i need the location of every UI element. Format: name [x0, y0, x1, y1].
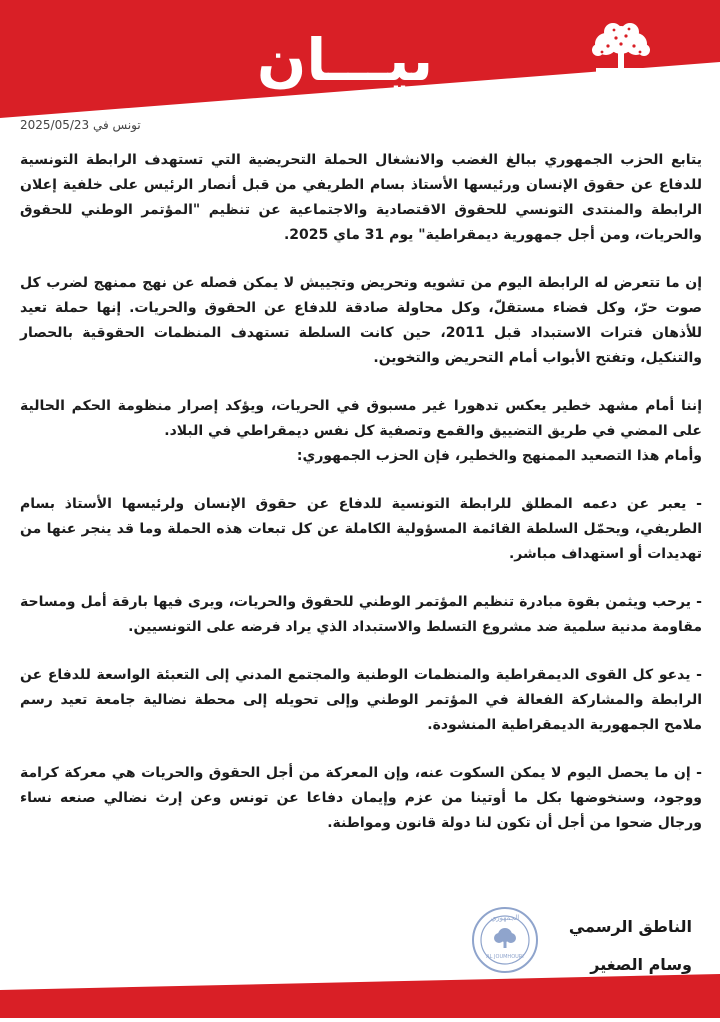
paragraph-assessment: إننا أمام مشهد خطير يعكس تدهورا غير مسبوق في الحريات، ويؤكد إصرار منظومة الحكم الحالية على المضي في طريق التضييق والقمع وتصفية كل نفس ديمقراطي في البلاد.	[20, 398, 702, 439]
paragraph-context: إن ما تتعرض له الرابطة اليوم من تشويه وتحريض وتجييش لا يمكن فصله عن نهج ممنهج لضرب كل صوت حرّ، وكل فضاء مستقلّ، وكل محاولة صادقة للدفاع عن الحقوق والحريات. إنها حملة تعيد للأذهان فترات الاستبداد قبل 2011، حين كانت السلطة تستهدف المنظمات الحقوقية بالحصار والتنكيل، وتفتح الأبواب أمام التحريض والتخوين.	[20, 275, 702, 366]
point-call: - يدعو كل القوى الديمقراطية والمنظمات الوطنية والمجتمع المدني إلى التعبئة الواسعة للدفاع عن الرابطة والمشاركة الفعالة في المؤتمر الوطني وإلى تحويله إلى محطة نضالية جامعة تعيد رسم ملامح الجمهورية الديمقراطية المنشودة.	[20, 667, 702, 733]
point-support: - يعبر عن دعمه المطلق للرابطة التونسية للدفاع عن حقوق الإنسان ولرئيسها الأستاذ بسام الطريفي، ويحمّل السلطة القائمة المسؤولية الكاملة عن كل تبعات هذه الحملة وما قد ينجر عنها من تهديدات أو استهداف مباشر.	[20, 496, 702, 562]
statement-date: تونس في 2025/05/23	[20, 118, 141, 132]
footer-background	[0, 968, 720, 1018]
paragraph-intro: يتابع الحزب الجمهوري ببالغ الغضب والانشغال الحملة التحريضية التي تستهدف الرابطة التونسية للدفاع عن حقوق الإنسان ورئيسها الأستاذ بسام الطريفي من قبل أنصار الرئيس على خلفية إعلان الرابطة والمنتدى التونسي للحقوق الاقتصادية والاجتماعية عن تنظيم "المؤتمر الوطني للحقوق والحريات، ومن أجل جمهورية ديمقراطية" يوم 31 ماي 2025.	[20, 152, 702, 243]
footer-band	[0, 968, 720, 1018]
point-welcome: - يرحب ويثمن بقوة مبادرة تنظيم المؤتمر الوطني للحقوق والحريات، ويرى فيها بارقة أمل ومساحة مقاومة مدنية سلمية ضد مشروع التسلط والاستبداد الذي يراد فرضه على التونسيين.	[20, 594, 702, 635]
point-conclusion: - إن ما يحصل اليوم لا يمكن السكوت عنه، وإن المعركة من أجل الحقوق والحريات هي معركة كرامة ووجود، وسنخوضها بكل ما أوتينا من عزم وإيمان دفاعا عن تونس وعن إرث نضالي صنعه نساء ورجال ضحوا من أجل أن تكون لنا دولة قانون ومواطنة.	[20, 765, 702, 831]
signature-role: الناطق الرسمي	[568, 917, 692, 936]
party-logo	[570, 22, 698, 118]
party-stamp	[470, 905, 540, 975]
logo-text: الجمهوري	[570, 77, 698, 107]
header-banner	[0, 0, 720, 120]
paragraph-lead-in: وأمام هذا التصعيد الممنهج والخطير، فإن الحزب الجمهوري:	[296, 448, 702, 464]
page-title: بيـــان	[256, 26, 434, 94]
stamp-text-top: الجمهوري	[490, 914, 520, 922]
statement-body	[20, 148, 702, 859]
stamp-seal-icon	[470, 905, 540, 975]
tree-icon	[588, 22, 654, 78]
signature-name: وسام الصغير	[590, 955, 692, 974]
stamp-text-bottom: AL JOUMHOURI	[486, 954, 524, 960]
